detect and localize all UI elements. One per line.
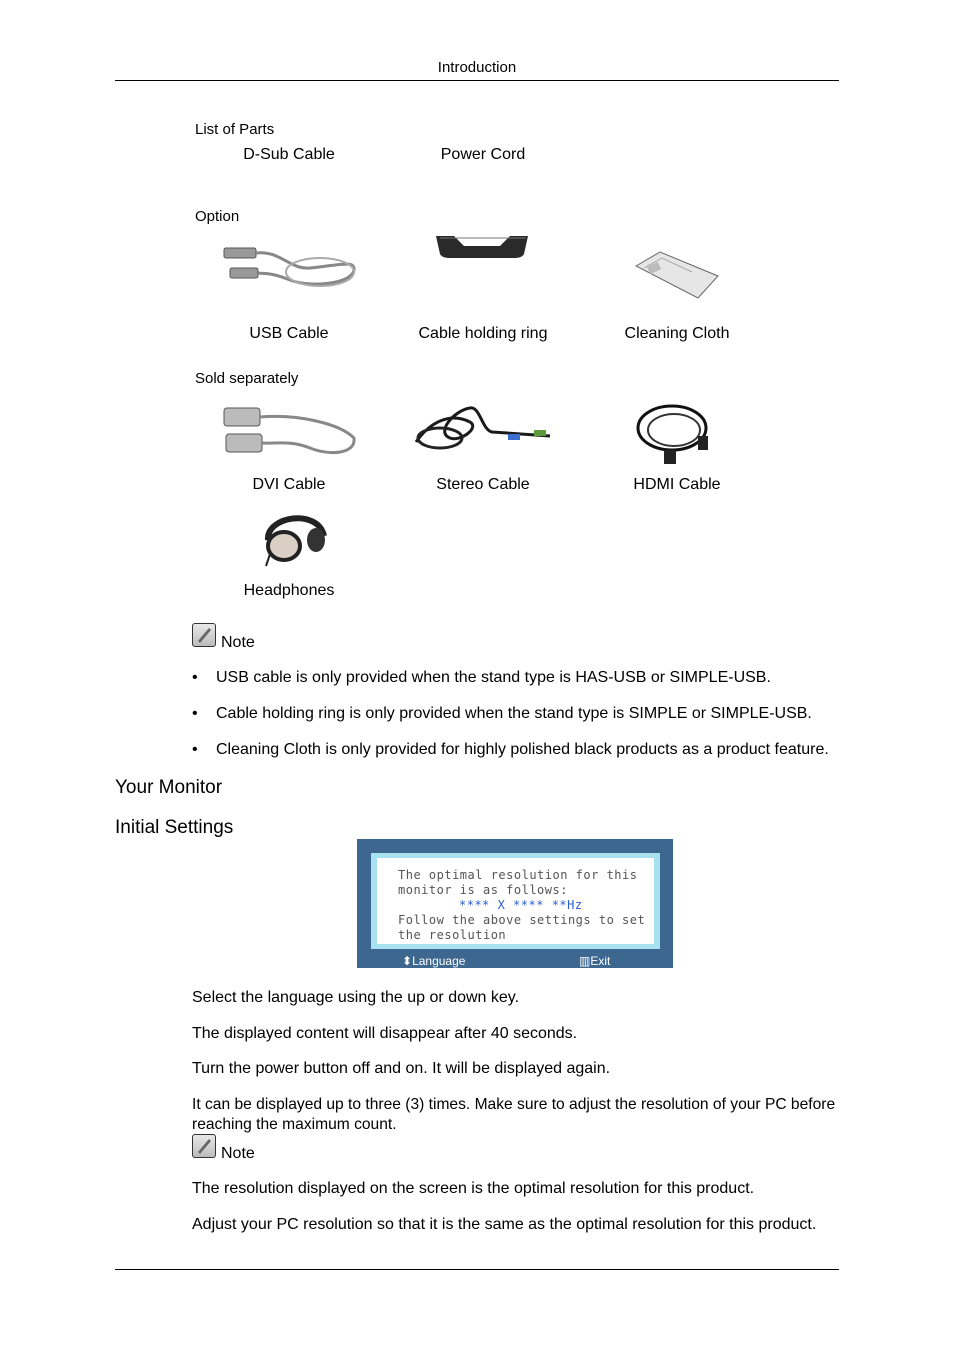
osd-message-panel: [377, 858, 654, 944]
note-bullet-text: USB cable is only provided when the stand type is HAS-USB or SIMPLE-USB.: [216, 669, 771, 686]
note-bullet-text: Cleaning Cloth is only provided for highly polished black products as a product feature.: [216, 741, 829, 758]
bullet-marker: •: [192, 741, 198, 758]
headphones-label: Headphones: [243, 582, 335, 599]
power-cord-label: Power Cord: [440, 146, 526, 163]
osd-resolution-screen: [357, 839, 673, 968]
cable-holding-ring-label: Cable holding ring: [418, 325, 548, 342]
bullet-marker: •: [192, 705, 198, 722]
menu-icon: ▥: [579, 954, 591, 968]
instruction-disappear: The displayed content will disappear after 40 seconds.: [192, 1025, 578, 1042]
dvi-cable-image: [220, 404, 360, 460]
note-adjust-resolution: Adjust your PC resolution so that it is the same as the optimal resolution for this product.: [192, 1216, 817, 1233]
instruction-language: Select the language using the up or down key.: [192, 989, 520, 1006]
footer-rule: [115, 1269, 839, 1270]
osd-line-2: monitor is as follows:: [398, 883, 568, 897]
your-monitor-heading: Your Monitor: [115, 777, 223, 798]
note-resolution-optimal: The resolution displayed on the screen is the optimal resolution for this product.: [192, 1180, 755, 1197]
page-header-title: Introduction: [437, 59, 517, 76]
osd-line-3: Follow the above settings to set: [398, 913, 646, 927]
sold-separately-heading: Sold separately: [195, 370, 299, 387]
dsub-cable-label: D-Sub Cable: [243, 146, 335, 163]
cable-holding-ring-image: [434, 232, 530, 262]
note-icon: [192, 1134, 216, 1158]
note-label: Note: [221, 1145, 255, 1162]
usb-cable-image: [220, 240, 360, 292]
osd-line-1: The optimal resolution for this: [398, 868, 638, 882]
initial-settings-heading: Initial Settings: [115, 817, 234, 838]
hdmi-cable-label: HDMI Cable: [633, 476, 721, 493]
hdmi-cable-image: [634, 400, 718, 468]
osd-language-label: Language: [412, 954, 466, 968]
note-icon: [192, 623, 216, 647]
osd-resolution-value: **** X **** **Hz: [459, 898, 583, 912]
list-of-parts-heading: List of Parts: [195, 121, 275, 138]
headphones-image: [258, 506, 330, 568]
osd-language-control[interactable]: [402, 954, 465, 968]
osd-line-4: the resolution: [398, 928, 507, 942]
stereo-cable-image: [410, 402, 556, 454]
osd-exit-label: Exit: [590, 954, 611, 968]
osd-exit-control[interactable]: [579, 954, 610, 968]
cleaning-cloth-label: Cleaning Cloth: [624, 325, 730, 342]
header-rule: [115, 80, 839, 81]
option-heading: Option: [195, 208, 240, 225]
instruction-max-count: It can be displayed up to three (3) times. Make sure to adjust the resolution of your PC before reaching the maximum count.: [192, 1096, 836, 1133]
cleaning-cloth-image: [632, 248, 722, 302]
instruction-power: Turn the power button off and on. It will be displayed again.: [192, 1060, 611, 1077]
note-label: Note: [221, 634, 255, 651]
stereo-cable-label: Stereo Cable: [436, 476, 530, 493]
usb-cable-label: USB Cable: [249, 325, 329, 342]
note-bullet-text: Cable holding ring is only provided when the stand type is SIMPLE or SIMPLE-USB.: [216, 705, 812, 722]
osd-highlight-border: [371, 853, 660, 949]
dvi-cable-label: DVI Cable: [252, 476, 326, 493]
bullet-marker: •: [192, 669, 198, 686]
up-down-arrows-icon: ⬍: [402, 954, 413, 968]
